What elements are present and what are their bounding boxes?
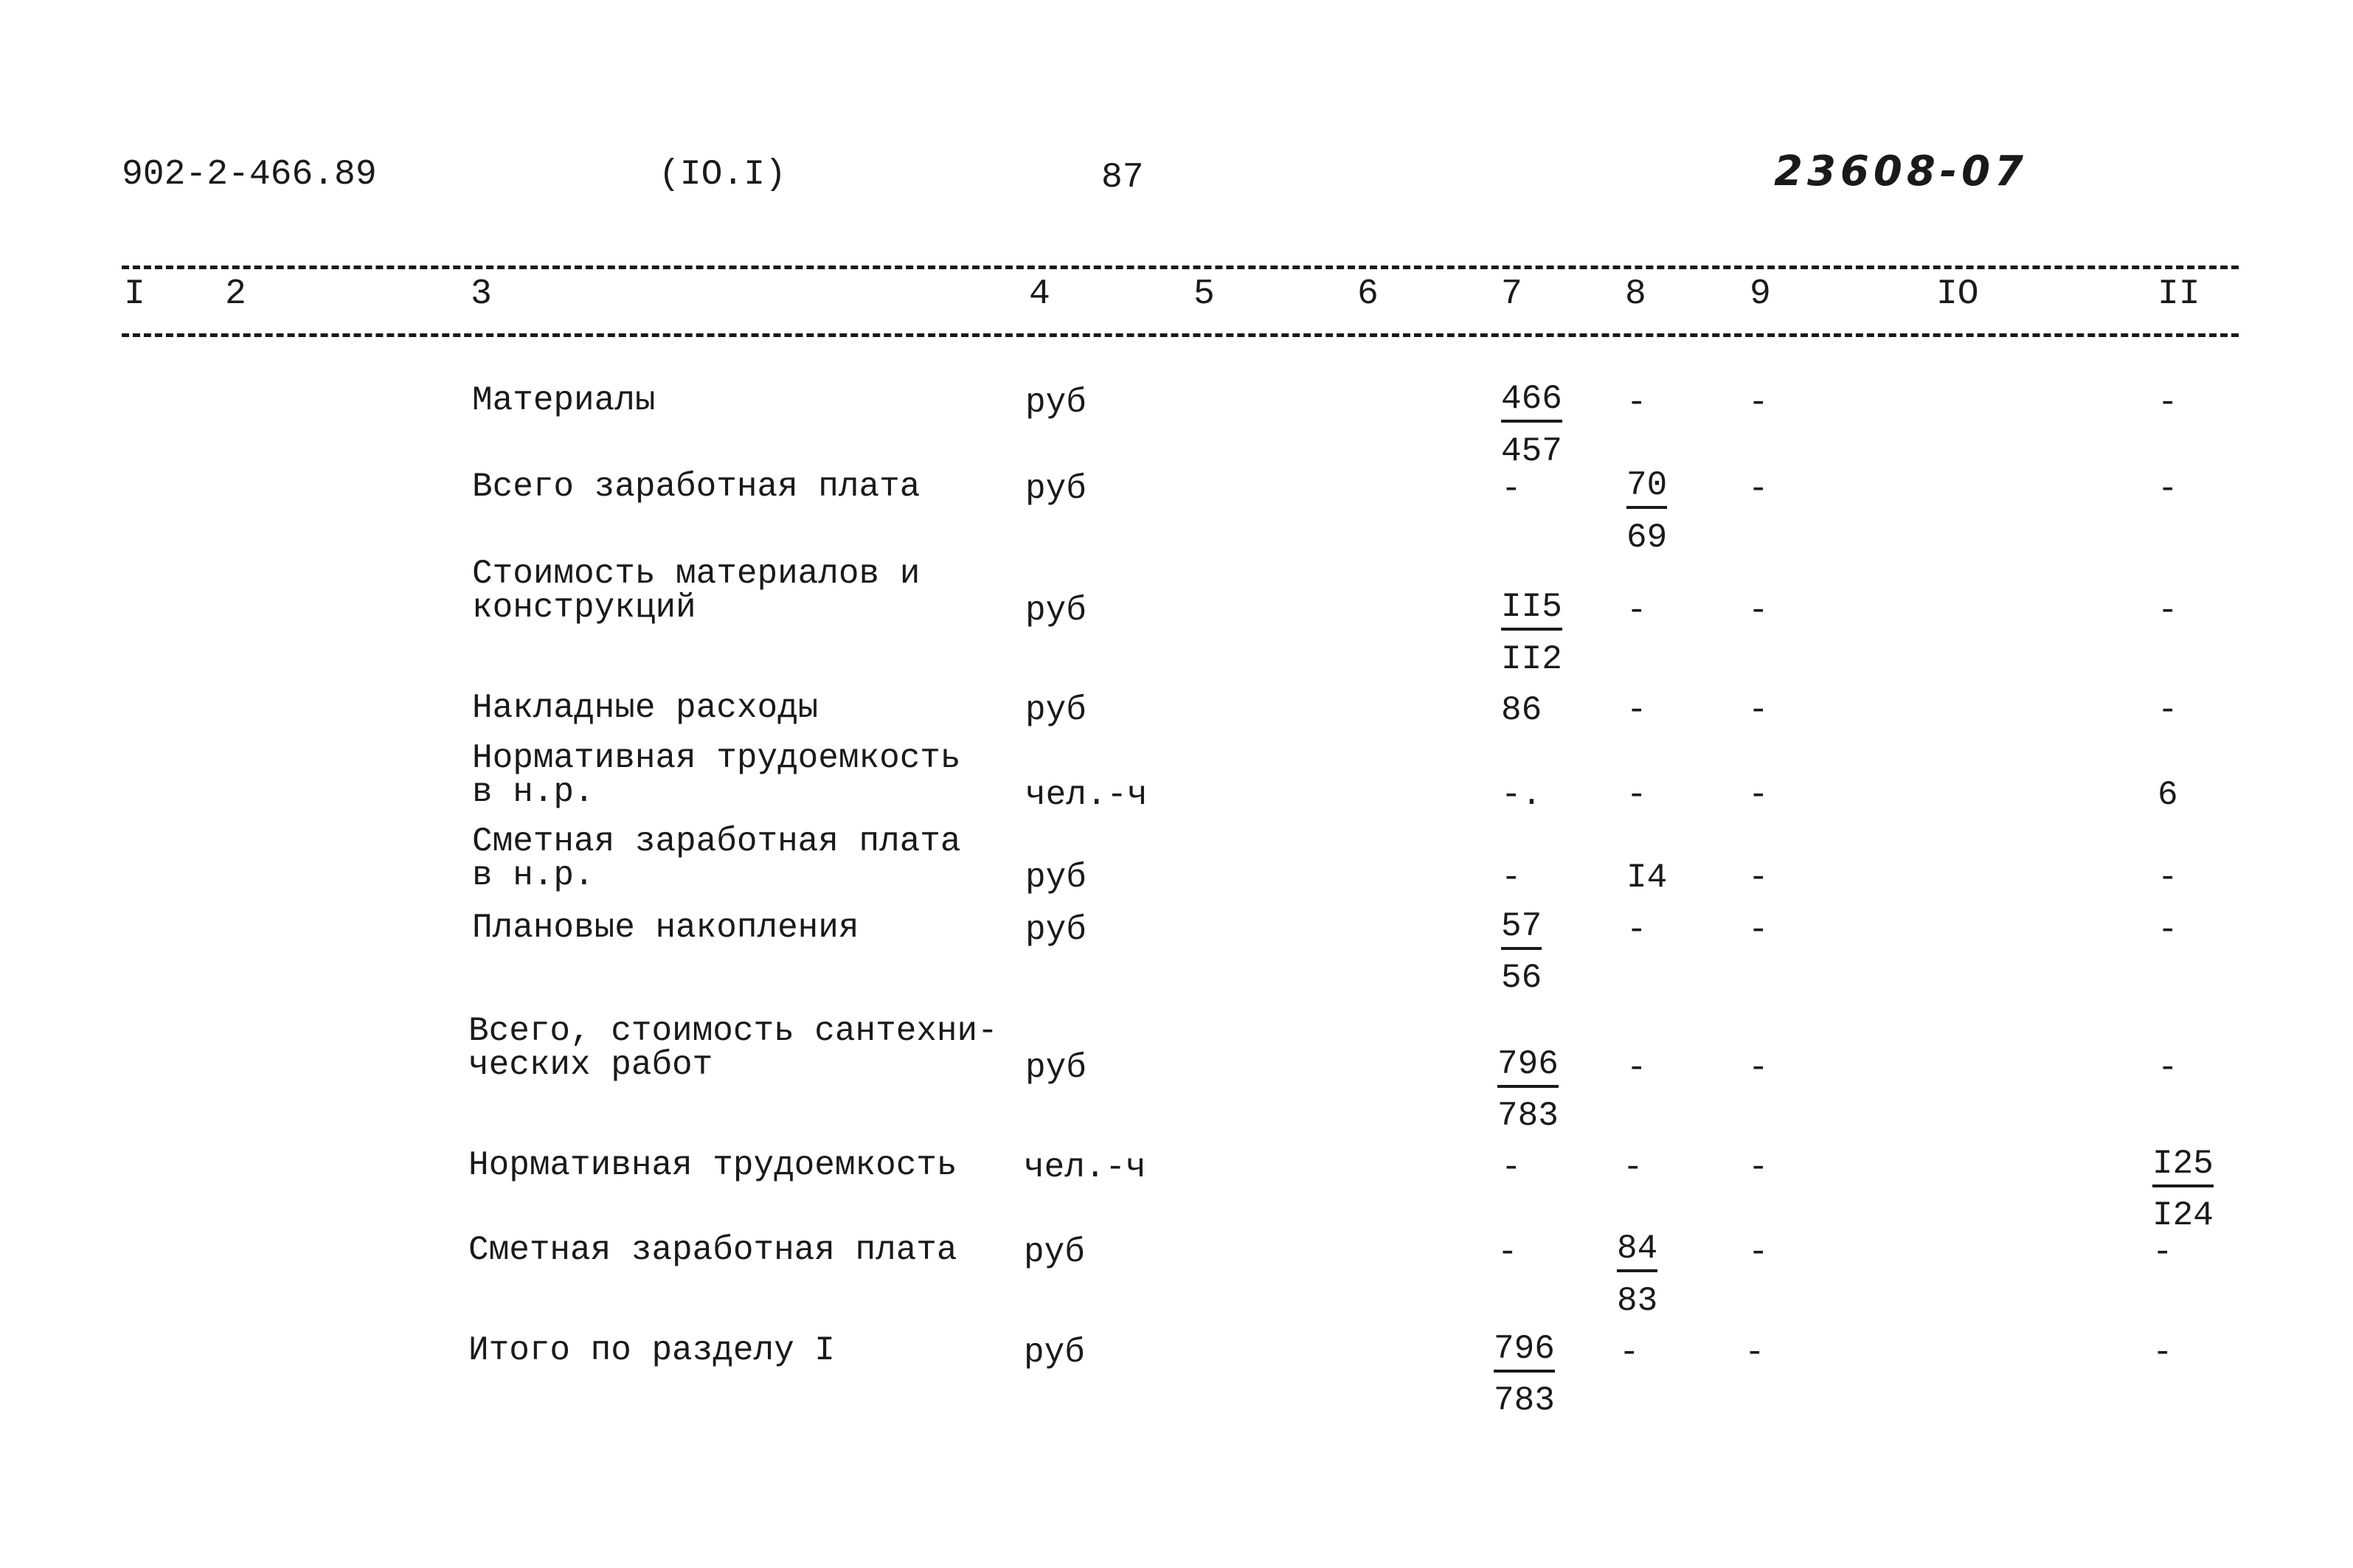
- cell-col9: -: [1748, 691, 1769, 729]
- cell-col7-bottom: 457: [1501, 432, 1562, 471]
- cell-col7: -: [1501, 470, 1522, 508]
- cell-col7-bottom: 56: [1501, 959, 1542, 997]
- cell-col8: I4: [1626, 858, 1668, 897]
- cell-col8: -: [1626, 592, 1647, 630]
- header-bottom-line: [122, 333, 2239, 337]
- cell-col9: -: [1748, 470, 1769, 508]
- column-number-9: 9: [1750, 274, 1771, 314]
- row-unit: руб: [1025, 691, 1087, 729]
- cell-col8: -: [1626, 1049, 1647, 1087]
- cell-col9: -: [1748, 776, 1769, 814]
- cell-col11-bottom: I24: [2152, 1196, 2214, 1235]
- row-unit: руб: [1025, 592, 1087, 630]
- row-label-total-plumbing-cost: Всего, стоимость сантехни- ческих работ: [468, 1012, 998, 1084]
- cell-col11: -: [2158, 592, 2178, 630]
- row-unit: руб: [1024, 1233, 1085, 1272]
- handwritten-stamp: 23608-07: [1774, 148, 2028, 195]
- cell-col7-bottom: II2: [1501, 640, 1562, 679]
- cell-col8: -: [1626, 776, 1647, 814]
- row-unit: руб: [1025, 911, 1087, 949]
- cell-col11: -: [2158, 911, 2178, 949]
- row-label-estimated-wages: Сметная заработная плата: [468, 1231, 957, 1269]
- cell-col7: -: [1501, 858, 1522, 897]
- cell-col11: -: [2152, 1233, 2173, 1272]
- cell-col9: -: [1748, 1148, 1769, 1187]
- row-label-materials: Материалы: [472, 381, 656, 420]
- cell-col7-top: 57: [1501, 907, 1542, 950]
- page-number: 87: [1101, 158, 1144, 198]
- cell-col8-bottom: 83: [1617, 1282, 1658, 1320]
- column-number-3: 3: [471, 274, 492, 314]
- cell-col7-top: II5: [1501, 588, 1562, 631]
- cell-col11: -: [2158, 691, 2178, 729]
- cell-col7: -.: [1501, 776, 1542, 814]
- row-unit: руб: [1025, 858, 1087, 897]
- column-number-2: 2: [225, 274, 246, 314]
- cell-col11: 6: [2158, 776, 2178, 814]
- section-number: (IO.I): [659, 155, 786, 195]
- row-unit: руб: [1024, 1333, 1085, 1372]
- column-number-4: 4: [1029, 274, 1050, 314]
- column-number-8: 8: [1625, 274, 1646, 314]
- cell-col11-top: I25: [2152, 1145, 2214, 1187]
- cell-col11: -: [2158, 1049, 2178, 1087]
- cell-col8: -: [1626, 911, 1647, 949]
- row-label-overhead: Накладные расходы: [472, 689, 819, 727]
- cell-col8: -: [1619, 1333, 1640, 1372]
- column-number-6: 6: [1357, 274, 1379, 314]
- column-number-5: 5: [1193, 274, 1215, 314]
- row-unit: руб: [1025, 384, 1087, 422]
- column-number-7: 7: [1501, 274, 1522, 314]
- document-code: 902-2-466.89: [122, 155, 377, 195]
- row-label-total-wages: Всего заработная плата: [472, 468, 921, 506]
- cell-col8-top: 84: [1617, 1229, 1657, 1272]
- cell-col7-bottom: 783: [1494, 1381, 1555, 1420]
- cell-col9: -: [1748, 1049, 1769, 1087]
- column-number-1: I: [124, 274, 145, 314]
- header-top-line: [122, 266, 2239, 269]
- cell-col11: -: [2158, 470, 2178, 508]
- row-label-estimated-wages-overhead: Сметная заработная плата в н.р.: [472, 822, 961, 895]
- cell-col8: -: [1623, 1148, 1643, 1187]
- cell-col11: -: [2158, 858, 2178, 897]
- cell-col7-top: 796: [1497, 1045, 1559, 1088]
- cell-col11: -: [2152, 1333, 2173, 1372]
- cell-col9: -: [1748, 911, 1769, 949]
- cell-col8: -: [1626, 384, 1647, 422]
- cell-col8: -: [1626, 691, 1647, 729]
- cell-col9: -: [1744, 1333, 1765, 1372]
- cell-col9: -: [1748, 592, 1769, 630]
- row-unit: руб: [1025, 470, 1087, 508]
- cell-col7-top: 796: [1494, 1330, 1555, 1373]
- column-number-10: IO: [1936, 274, 1979, 314]
- row-unit: чел.-ч: [1025, 776, 1148, 814]
- cell-col9: -: [1748, 384, 1769, 422]
- row-label-section-total: Итого по разделу I: [468, 1331, 835, 1370]
- cell-col7: 86: [1501, 691, 1542, 729]
- row-label-labor-intensity: Нормативная трудоемкость: [468, 1146, 957, 1184]
- cell-col11: -: [2158, 384, 2178, 422]
- cell-col7: -: [1501, 1148, 1522, 1187]
- cell-col9: -: [1748, 1233, 1769, 1272]
- cell-col7: -: [1497, 1233, 1518, 1272]
- row-unit: руб: [1025, 1049, 1087, 1087]
- row-label-labor-intensity-overhead: Нормативная трудоемкость в н.р.: [472, 739, 961, 811]
- row-label-materials-structures-cost: Стоимость материалов и конструкций: [472, 555, 921, 627]
- row-unit: чел.-ч: [1024, 1148, 1146, 1187]
- cell-col7-top: 466: [1501, 380, 1562, 423]
- cell-col7-bottom: 783: [1497, 1097, 1559, 1135]
- cell-col8-top: 70: [1626, 466, 1667, 509]
- row-label-planned-savings: Плановые накопления: [472, 909, 859, 947]
- column-number-11: II: [2158, 274, 2200, 314]
- cell-col8-bottom: 69: [1626, 518, 1668, 557]
- cell-col9: -: [1748, 858, 1769, 897]
